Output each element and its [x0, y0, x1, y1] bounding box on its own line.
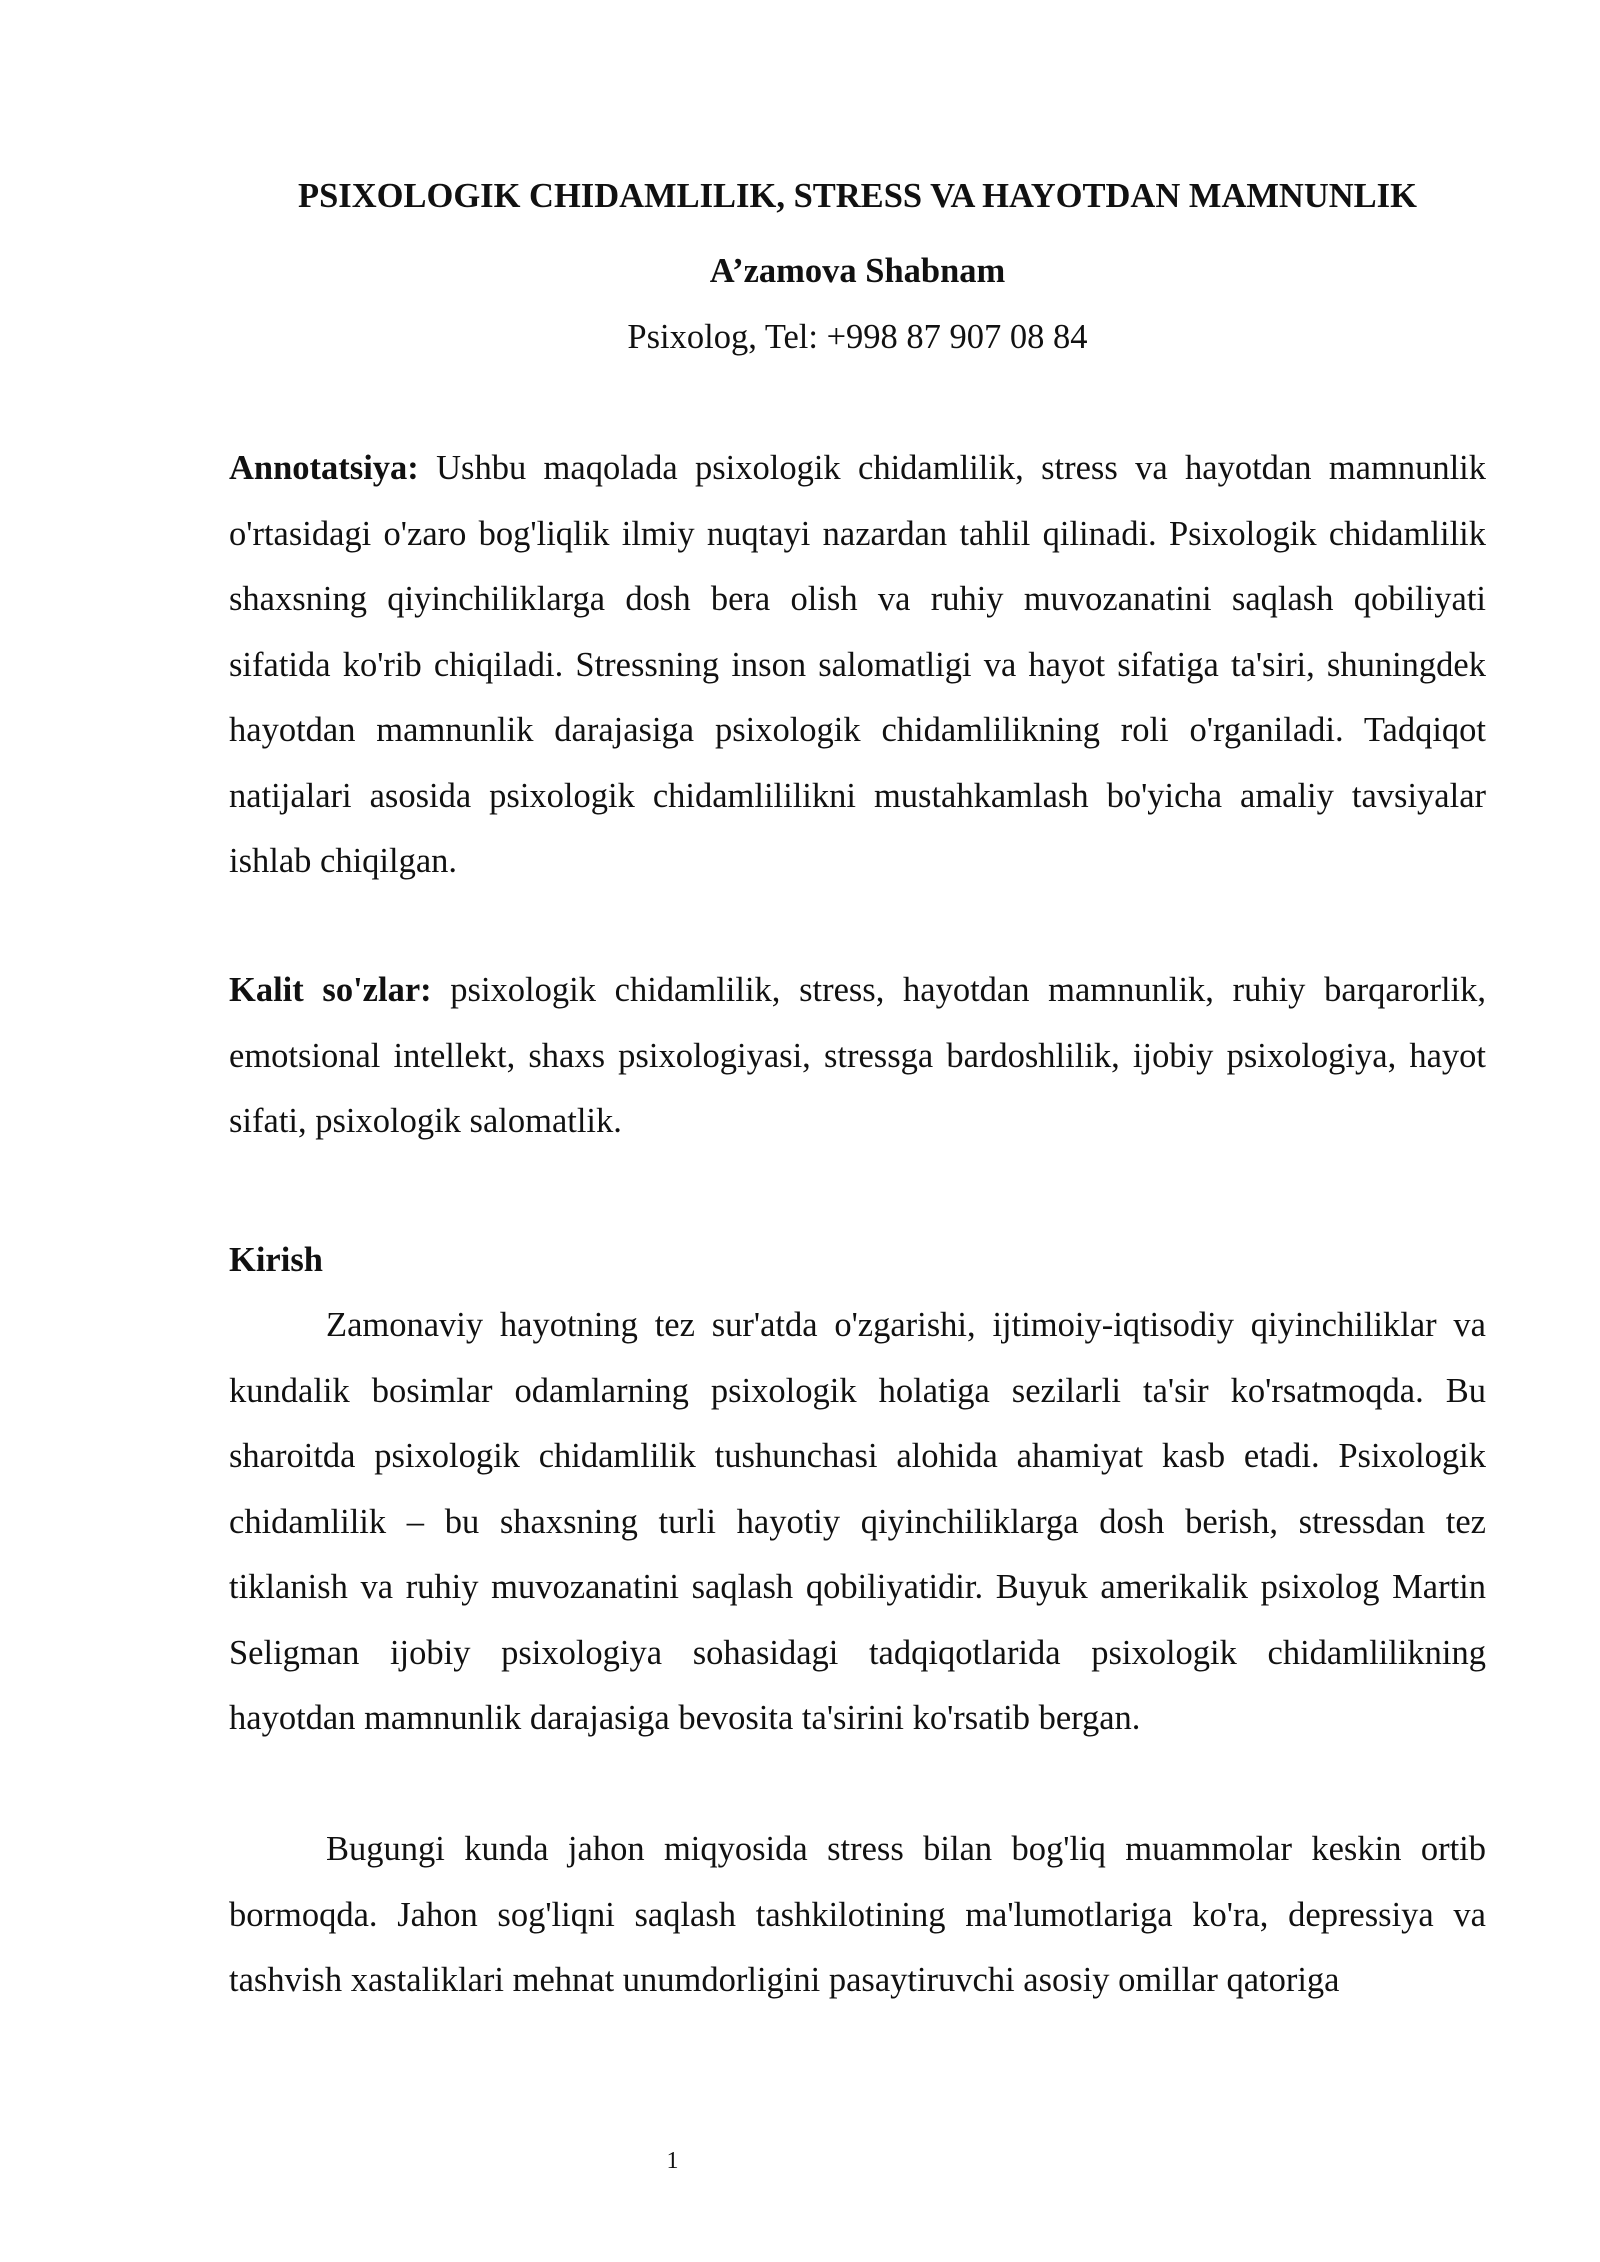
author-affiliation: Psixolog, Tel: +998 87 907 08 84: [627, 318, 1088, 356]
body-paragraph: Bugungi kunda jahon miqyosida stress bilan bog'liq muammolar keskin ortib bormoqda. Jahon sog'liqni saqlash tashkilotining ma'lumotlariga ko'ra, depressiya va tashvish xastaliklari mehnat unumdorligini pasaytiruvchi asosiy omillar qatoriga: [229, 1830, 1486, 1999]
section-heading: Kirish: [229, 1241, 323, 1279]
abstract-paragraph: [229, 436, 1486, 895]
author-name: A’zamova Shabnam: [709, 252, 1006, 290]
keywords-label: Kalit so'zlar:: [229, 971, 432, 1009]
keywords-text: psixologik chidamlilik, stress, hayotdan mamnunlik, ruhiy barqarorlik, emotsional intellekt, shaxs psixologiyasi, stressga bardoshlilik, ijobiy psixologiya, hayot sifati, psixologik salomatlik.: [229, 971, 1486, 1140]
document-title: PSIXOLOGIK CHIDAMLILIK, STRESS VA HAYOTDAN MAMNUNLIK: [298, 177, 1417, 215]
abstract-label: Annotatsiya:: [229, 449, 419, 487]
page-number: 1: [666, 2148, 679, 2174]
body-paragraph: Zamonaviy hayotning tez sur'atda o'zgarishi, ijtimoiy-iqtisodiy qiyinchiliklar va kundalik bosimlar odamlarning psixologik holatiga sezilarli ta'sir ko'rsatmoqda. Bu sharoitda psixologik chidamlilik tushunchasi alohida ahamiyat kasb etadi. Psixologik chidamlilik – bu shaxsning turli hayotiy qiyinchiliklarga dosh berish, stressdan tez tiklanish va ruhiy muvozanatini saqlash qobiliyatidir. Buyuk amerikalik psixolog Martin Seligman ijobiy psixologiya sohasidagi tadqiqotlarida psixologik chidamlilikning hayotdan mamnunlik darajasiga bevosita ta'sirini ko'rsatib bergan.: [229, 1306, 1486, 1737]
abstract-text: Ushbu maqolada psixologik chidamlilik, stress va hayotdan mamnunlik o'rtasidagi o'zaro bog'liqlik ilmiy nuqtayi nazardan tahlil qilinadi. Psixologik chidamlilik shaxsning qiyinchiliklarga dosh bera olish va ruhiy muvozanatini saqlash qobiliyati sifatida ko'rib chiqiladi. Stressning inson salomatligi va hayot sifatiga ta'siri, shuningdek hayotdan mamnunlik darajasiga psixologik chidamlilikning roli o'rganiladi. Tadqiqot natijalari asosida psixologik chidamlililikni mustahkamlash bo'yicha amaliy tavsiyalar ishlab chiqilgan.: [229, 449, 1486, 880]
keywords-paragraph: [229, 958, 1486, 1155]
